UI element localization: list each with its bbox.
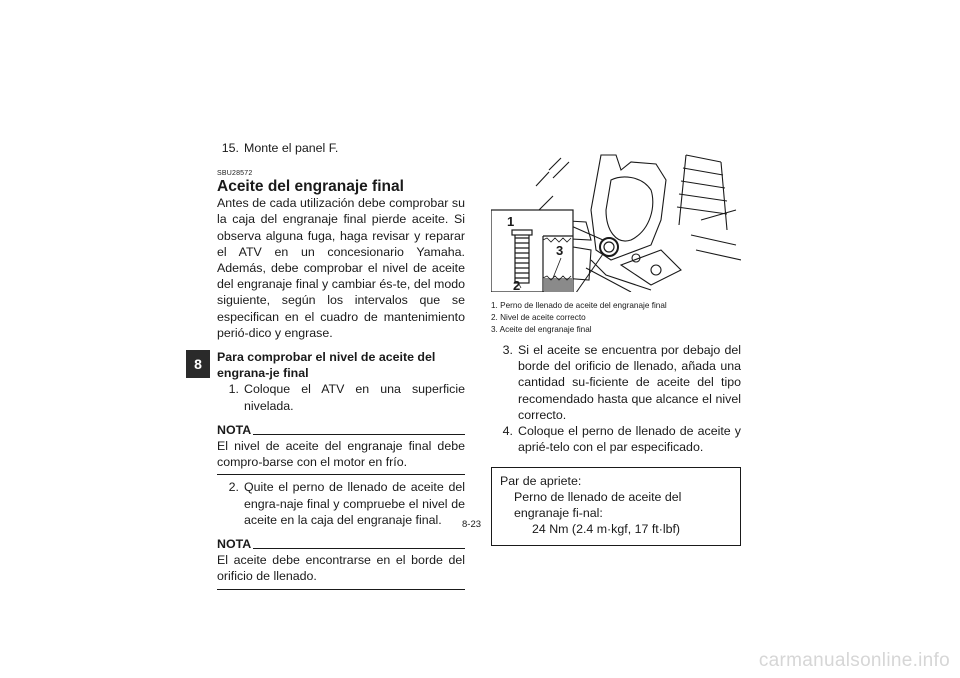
step-4 — [491, 423, 741, 455]
step-text: Monte el panel F. — [244, 141, 339, 155]
figure-captions — [491, 300, 741, 336]
step-number: 3. — [502, 343, 513, 357]
spec-heading: Par de apriete: — [500, 474, 582, 489]
caption-1: 1. Perno de llenado de aceite del engranaje final — [491, 301, 667, 310]
figure-label-3: 3 — [556, 243, 564, 258]
step-number: 1. — [228, 382, 239, 397]
subheading: Para comprobar el nivel de aceite del engrana-je final — [217, 350, 436, 381]
chapter-tab: 8 — [186, 350, 210, 378]
step-1 — [217, 381, 465, 413]
page-number: 8-23 — [462, 519, 482, 530]
figure-label-2: 2 — [513, 278, 521, 292]
note-header — [217, 536, 465, 552]
note-rule — [253, 548, 465, 549]
step-text: Quite el perno de llenado de aceite del engra-naje final y compruebe el nivel de aceite en la caja del engranaje final. — [244, 480, 465, 527]
step-text: Si el aceite se encuentra por debajo del borde del orificio de llenado, añada una cantidad su-ficiente de aceite del tipo recomendado hasta que alcance el nivel correcto. — [518, 343, 741, 422]
note-end-rule — [217, 585, 465, 590]
gear-oil-figure — [491, 150, 741, 292]
step-number: 2. — [228, 480, 239, 495]
caption-3: 3. Aceite del engranaje final — [491, 325, 592, 334]
note-label: NOTA — [217, 422, 252, 437]
torque-spec-box — [491, 467, 741, 546]
intro-paragraph: Antes de cada utilización debe comprobar su la caja del engranaje final pierde aceite. Si observa alguna fuga, haga revisar y reparar el ATV en un concesionario Yamaha. Además, debe comprobar el nivel de aceite del engranaje final y cambiar és-te, del modo siguiente, según los intervalos que se especifican en el cuadro de mantenimiento perió-dico y engrase. — [217, 196, 465, 340]
step-15 — [217, 140, 465, 156]
figure-label-1: 1 — [507, 214, 515, 229]
step-3 — [491, 342, 741, 423]
note-label: NOTA — [217, 537, 252, 552]
step-text: Coloque el perno de llenado de aceite y aprié-telo con el par especificado. — [518, 424, 741, 455]
step-number: 15. — [221, 141, 239, 155]
note-text: El aceite debe encontrarse en el borde del orificio de llenado. — [217, 553, 465, 584]
section-title: Aceite del engranaje final — [217, 178, 404, 196]
step-text: Coloque el ATV en una superficie nivelada. — [244, 382, 465, 413]
section-code: SBU28572 — [217, 170, 253, 178]
watermark: carmanualsonline.info — [758, 650, 950, 671]
gear-case-illustration — [491, 150, 741, 292]
note-header — [217, 422, 465, 438]
step-2 — [217, 479, 465, 528]
left-column — [217, 140, 465, 594]
spec-value: 24 Nm (2.4 m·kgf, 17 ft·lbf) — [532, 522, 681, 537]
note-text: El nivel de aceite del engranaje final debe compro-barse con el motor en frío. — [217, 439, 465, 470]
step-number: 4. — [502, 424, 513, 439]
spec-item: Perno de llenado de aceite del engranaje fi-nal: — [514, 490, 682, 521]
right-column — [491, 150, 741, 546]
note-end-rule — [217, 470, 465, 475]
note-rule — [253, 434, 465, 435]
caption-2: 2. Nivel de aceite correcto — [491, 313, 586, 322]
